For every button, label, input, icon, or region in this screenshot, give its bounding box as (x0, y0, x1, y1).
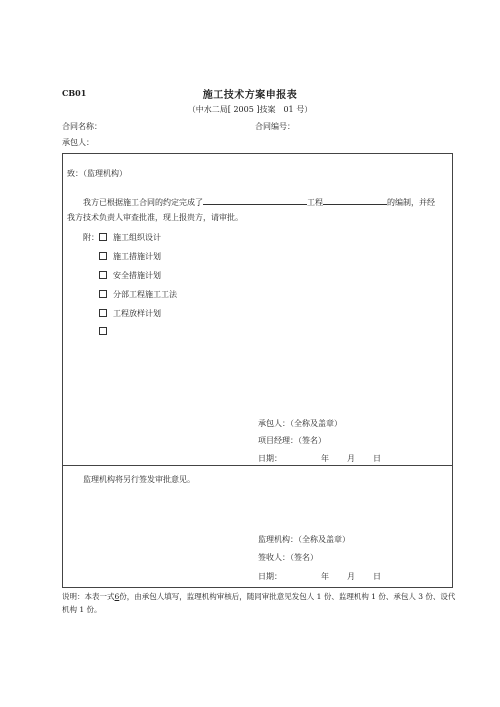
declaration-text-a: 我方已根据施工合同的约定完成了 (83, 198, 203, 207)
date-label: 日期： (258, 454, 282, 463)
date-month: 月 (347, 572, 355, 581)
checkbox[interactable] (99, 290, 107, 298)
section-divider (63, 465, 452, 466)
manager-signature: 项目经理：（签名） (258, 436, 326, 445)
attachment-item[interactable]: 工程放样计划 (99, 308, 161, 319)
supervisor-statement: 监理机构将另行签发审批意见。 (83, 475, 195, 484)
date-label: 日期： (258, 572, 282, 581)
declaration-line-2: 我方技术负责人审查批准，现上报贵方，请审批。 (67, 213, 243, 222)
checkbox[interactable] (99, 309, 107, 317)
declaration-line-1 (83, 196, 435, 208)
receiver-signature: 签收人：（签名） (258, 553, 318, 562)
attachments-label: 附： (83, 233, 99, 242)
attachment-item[interactable]: 施工措施计划 (99, 251, 161, 262)
copies-count: 6 (114, 592, 120, 601)
date-year: 年 (321, 572, 329, 581)
date-month: 月 (347, 454, 355, 463)
declaration-text-b: 工程 (307, 198, 323, 207)
checkbox[interactable] (99, 327, 107, 335)
attachment-item[interactable]: 安全措施计划 (99, 270, 161, 281)
form-table (62, 153, 453, 588)
form-code: CB01 (62, 88, 87, 98)
checkbox[interactable] (99, 233, 107, 241)
supervisor-signature: 监理机构：（全称及盖章） (258, 535, 350, 544)
form-note: 说明：本表一式6份，由承包人填写，监理机构审核后，随同审批意见发包人 1 份、监理机构 1 份、承包人 3 份、设代机构 1 份。 (62, 592, 456, 614)
attachment-item[interactable]: 施工组织设计 (99, 232, 161, 243)
project-name-blank[interactable] (203, 196, 307, 205)
date-day: 日 (373, 572, 381, 581)
form-title: 施工技术方案申报表 (202, 90, 298, 101)
date-year: 年 (321, 454, 329, 463)
form-number: （中水二局[ 2005 ]技案 01 号） (187, 105, 313, 114)
checkbox[interactable] (99, 271, 107, 279)
contract-name-label: 合同名称： (62, 122, 102, 131)
attachment-item[interactable]: 分部工程施工工法 (99, 289, 177, 300)
document-name-blank[interactable] (323, 196, 387, 205)
addressee: 致：（监理机构） (67, 169, 127, 178)
contract-no-label: 合同编号： (255, 122, 295, 131)
checkbox[interactable] (99, 252, 107, 260)
declaration-text-c: 的编制，并经 (387, 198, 435, 207)
date-day: 日 (373, 454, 381, 463)
contractor-signature: 承包人：（全称及盖章） (258, 419, 342, 428)
contractor-label: 承包人： (62, 138, 94, 147)
attachment-item[interactable] (99, 327, 113, 336)
